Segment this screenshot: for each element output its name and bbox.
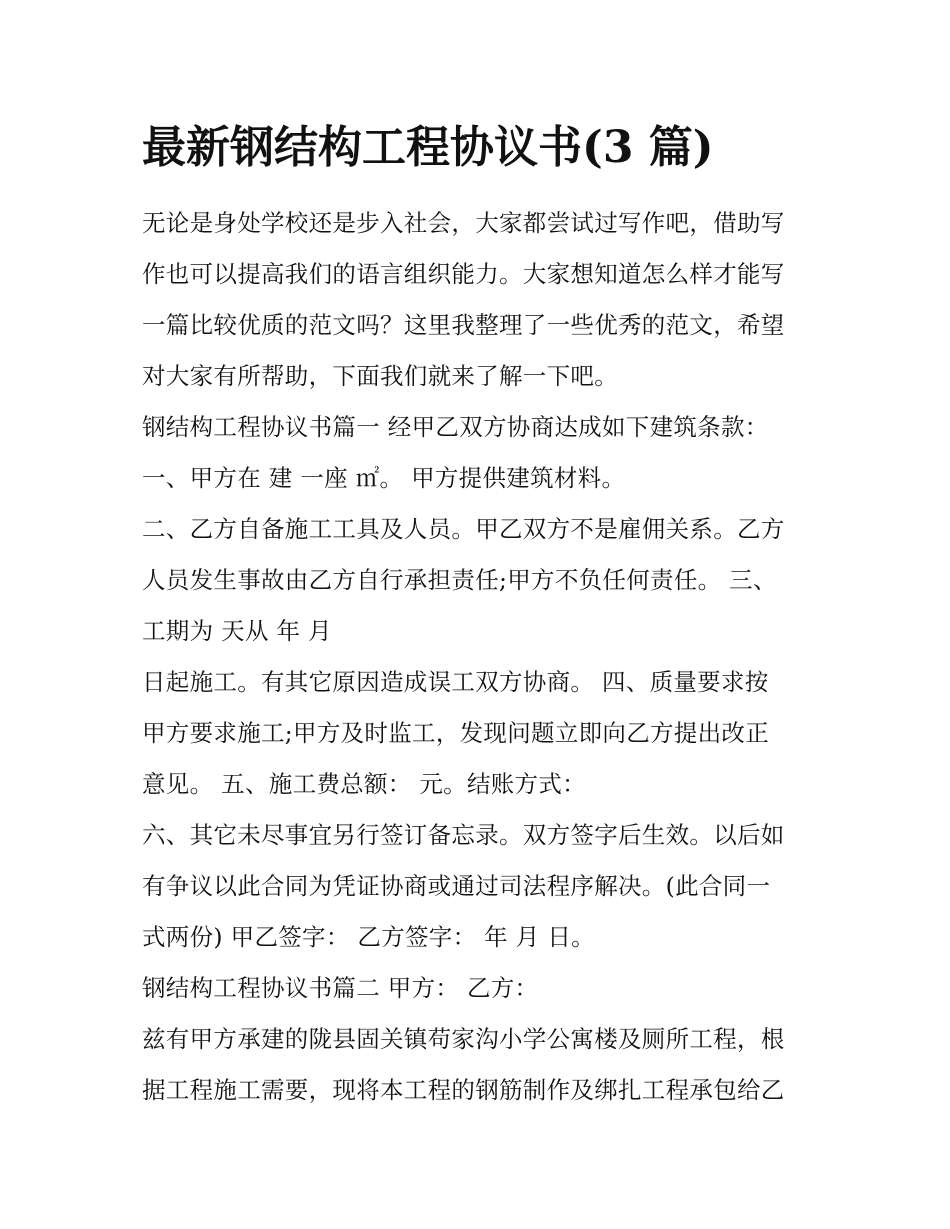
document-body — [142, 198, 842, 1116]
text-line: 式两份) 甲乙签字： 乙方签字： 年 月 日。 — [142, 923, 595, 951]
text-line: 意见。 五、施工费总额： 元。结账方式： — [142, 770, 586, 798]
text-line: 据工程施工需要，现将本工程的钢筋制作及绑扎工程承包给乙 — [142, 1076, 785, 1104]
text-line: 日起施工。有其它原因造成误工双方协商。 四、质量要求按 — [142, 668, 769, 696]
text-line: 有争议以此合同为凭证协商或通过司法程序解决。(此合同一 — [142, 872, 771, 900]
text-line: 兹有甲方承建的陇县固关镇苟家沟小学公寓楼及厕所工程，根 — [142, 1025, 785, 1053]
text-line: 人员发生事故由乙方自行承担责任;甲方不负任何责任。 三、 — [142, 566, 777, 594]
text-line: 作也可以提高我们的语言组织能力。大家想知道怎么样才能写 — [142, 260, 785, 288]
text-line: 一篇比较优质的范文吗？这里我整理了一些优秀的范文，希望 — [142, 311, 785, 339]
document-title: 最新钢结构工程协议书(3 篇) — [142, 122, 714, 173]
text-line: 六、其它未尽事宜另行签订备忘录。双方签字后生效。以后如 — [142, 821, 785, 849]
text-line: 甲方要求施工;甲方及时监工，发现问题立即向乙方提出改正 — [142, 719, 770, 747]
text-line: 一、甲方在 建 一座 ㎡。 甲方提供建筑材料。 — [142, 464, 626, 492]
section-heading-line: 钢结构工程协议书篇一 经甲乙双方协商达成如下建筑条款： — [142, 413, 769, 441]
text-line: 工期为 天从 年 月 — [142, 617, 332, 645]
text-line: 二、乙方自备施工工具及人员。甲乙双方不是雇佣关系。乙方 — [142, 515, 785, 543]
text-line: 无论是身处学校还是步入社会，大家都尝试过写作吧，借助写 — [142, 209, 785, 237]
section-heading-line: 钢结构工程协议书篇二 甲方： 乙方： — [142, 974, 539, 1002]
text-line: 对大家有所帮助，下面我们就来了解一下吧。 — [142, 362, 618, 390]
